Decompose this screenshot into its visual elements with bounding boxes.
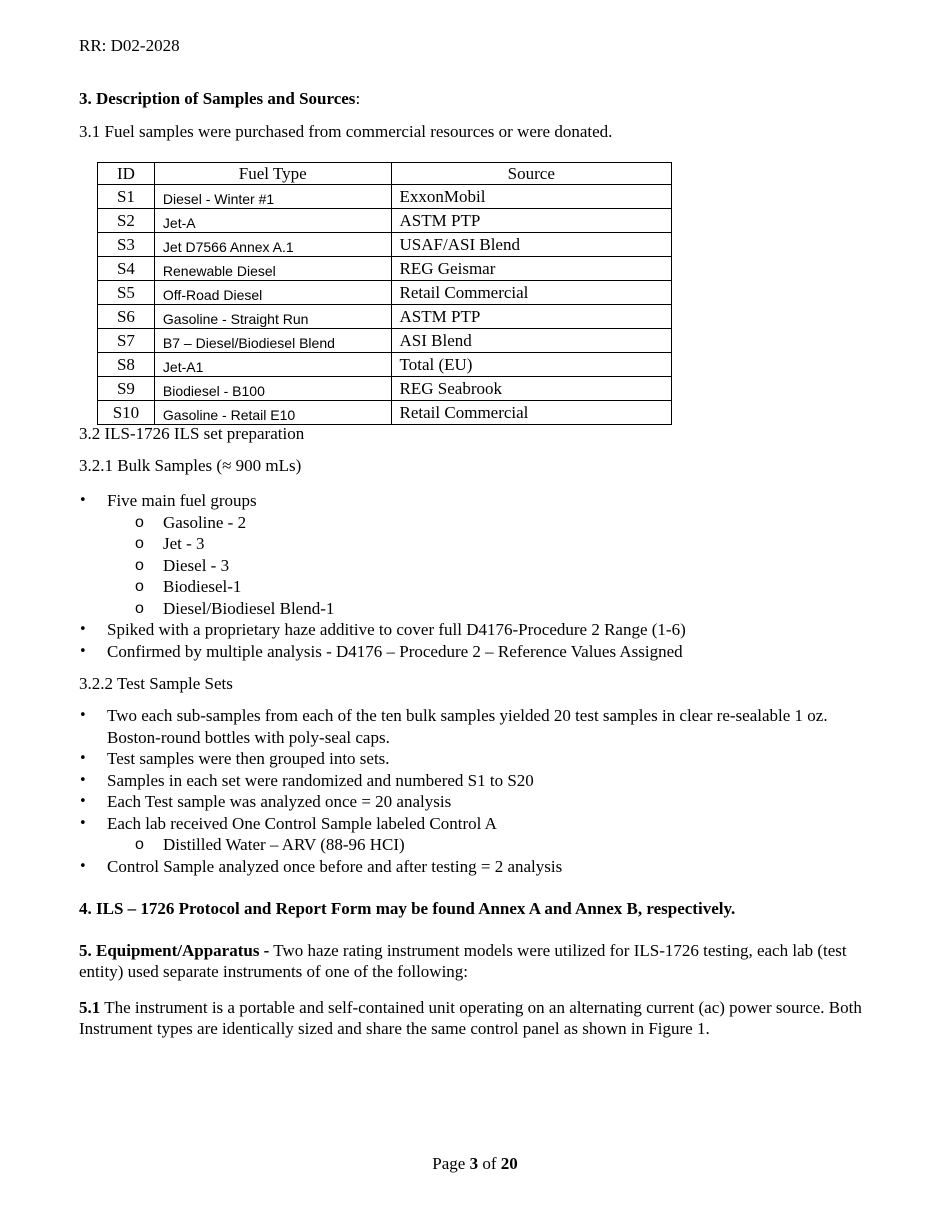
sub-list-item (107, 533, 879, 555)
cell-id: S8 (98, 353, 155, 377)
table-row (98, 281, 672, 305)
bullet-icon: • (79, 708, 87, 723)
cell-id: S9 (98, 377, 155, 401)
table-row (98, 257, 672, 281)
header-source: Source (391, 163, 671, 185)
cell-source: Retail Commercial (391, 281, 671, 305)
cell-id: S6 (98, 305, 155, 329)
fuel-groups-sublist (107, 512, 879, 620)
cell-fuel-type: Jet D7566 Annex A.1 (154, 233, 391, 257)
bulk-samples-list (79, 490, 879, 662)
report-id-header: RR: D02-2028 (79, 36, 180, 55)
table-row (98, 329, 672, 353)
page-total: 20 (500, 1154, 518, 1173)
circle-bullet-icon: o (135, 535, 144, 552)
cell-fuel-type: Off-Road Diesel (154, 281, 391, 305)
list-item-text: Each lab received One Control Sample labeled Control A (107, 813, 497, 833)
cell-source: REG Geismar (391, 257, 671, 281)
list-item (79, 813, 879, 856)
list-item-text: Spiked with a proprietary haze additive to cover full D4176-Procedure 2 Range (1-6) (107, 620, 686, 639)
cell-source: USAF/ASI Blend (391, 233, 671, 257)
list-item (79, 748, 879, 770)
cell-source: ExxonMobil (391, 185, 671, 209)
cell-fuel-type: Gasoline - Straight Run (154, 305, 391, 329)
list-item-text: Two each sub-samples from each of the ten bulk samples yielded 20 test samples in clear re-sealable 1 oz. Boston-round bottles with poly-seal caps. (107, 706, 828, 747)
list-item-text: Samples in each set were randomized and numbered S1 to S20 (107, 770, 534, 790)
cell-id: S10 (98, 401, 155, 425)
cell-id: S5 (98, 281, 155, 305)
list-item (79, 770, 879, 792)
circle-bullet-icon: o (135, 556, 144, 574)
sub-list-item-text: Jet - 3 (163, 534, 205, 553)
list-item (79, 619, 879, 641)
header-id: ID (98, 163, 155, 185)
paragraph-3-1: 3.1 Fuel samples were purchased from commercial resources or were donated. (79, 122, 613, 141)
sub-list-item-text: Distilled Water – ARV (88-96 HCI) (163, 835, 405, 854)
list-item (79, 705, 879, 748)
sub-list-item (107, 576, 879, 598)
bullet-icon: • (79, 815, 87, 831)
circle-bullet-icon: o (135, 513, 144, 531)
cell-source: Total (EU) (391, 353, 671, 377)
sub-list-item (107, 555, 879, 577)
circle-bullet-icon: o (135, 599, 144, 617)
table-row (98, 305, 672, 329)
cell-fuel-type: Gasoline - Retail E10 (154, 401, 391, 425)
cell-id: S2 (98, 209, 155, 233)
cell-id: S7 (98, 329, 155, 353)
sub-list-item (107, 834, 879, 856)
cell-source: ASI Blend (391, 329, 671, 353)
list-item (79, 791, 879, 813)
list-item (79, 856, 879, 878)
bullet-icon: • (79, 622, 87, 637)
section-5-1-number: 5.1 (79, 998, 101, 1017)
cell-source: ASTM PTP (391, 305, 671, 329)
paragraph-3-2-2: 3.2.2 Test Sample Sets (79, 674, 233, 693)
table-row (98, 209, 672, 233)
cell-id: S4 (98, 257, 155, 281)
sub-list-item (107, 598, 879, 620)
paragraph-3-2: 3.2 ILS-1726 ILS set preparation (79, 424, 305, 443)
bullet-icon: • (79, 643, 87, 659)
section-5-1-paragraph (79, 997, 869, 1039)
page-word: Page (432, 1154, 470, 1173)
test-sample-sets-list (79, 705, 879, 877)
list-item-text: Each Test sample was analyzed once = 20 analysis (107, 792, 452, 811)
sub-list-item-text: Biodiesel-1 (163, 577, 242, 596)
list-item-text: Test samples were then grouped into sets. (107, 749, 390, 768)
bullet-icon: • (79, 493, 87, 508)
table-row (98, 377, 672, 401)
bullet-icon: • (79, 794, 87, 809)
bullet-icon: • (79, 772, 87, 788)
list-item-text: Five main fuel groups (107, 491, 257, 510)
bullet-icon: • (79, 751, 87, 766)
cell-id: S1 (98, 185, 155, 209)
cell-source: ASTM PTP (391, 209, 671, 233)
section-5-1-text: The instrument is a portable and self-contained unit operating on an alternating current (ac) power source. Both Instrument types are identically sized and share the same control panel as shown in Figure 1. (79, 998, 862, 1038)
cell-fuel-type: Biodiesel - B100 (154, 377, 391, 401)
cell-fuel-type: Renewable Diesel (154, 257, 391, 281)
fuel-samples-table (97, 162, 672, 425)
table-row (98, 185, 672, 209)
page-number: 3 (469, 1154, 479, 1173)
table-row (98, 401, 672, 425)
table-row (98, 233, 672, 257)
circle-bullet-icon: o (135, 836, 144, 853)
of-word: of (478, 1154, 501, 1173)
list-item (79, 641, 879, 663)
table-body (98, 185, 672, 425)
cell-fuel-type: Diesel - Winter #1 (154, 185, 391, 209)
cell-source: Retail Commercial (391, 401, 671, 425)
sub-list-item (107, 512, 879, 534)
cell-fuel-type: Jet-A (154, 209, 391, 233)
section-3-colon: : (355, 89, 361, 108)
cell-fuel-type: B7 – Diesel/Biodiesel Blend (154, 329, 391, 353)
list-item-text: Confirmed by multiple analysis - D4176 – Procedure 2 – Reference Values Assigned (107, 641, 683, 661)
section-5-paragraph (79, 940, 869, 982)
cell-source: REG Seabrook (391, 377, 671, 401)
sub-list-item-text: Diesel/Biodiesel Blend-1 (163, 598, 335, 618)
cell-id: S3 (98, 233, 155, 257)
list-item (79, 490, 879, 619)
section-5-text: Two haze rating instrument models were utilized for ILS-1726 testing, each lab (test entity) used separate instruments of one of the following: (79, 941, 847, 981)
section-5-title: 5. Equipment/Apparatus - (79, 941, 270, 960)
table-row (98, 353, 672, 377)
section-3-heading (79, 88, 360, 109)
section-4-heading: 4. ILS – 1726 Protocol and Report Form may be found Annex A and Annex B, respectively. (79, 899, 736, 918)
circle-bullet-icon: o (135, 578, 144, 595)
list-item-text: Control Sample analyzed once before and after testing = 2 analysis (107, 856, 563, 876)
table-header-row (98, 163, 672, 185)
sub-list-item-text: Gasoline - 2 (163, 512, 247, 532)
paragraph-3-2-1: 3.2.1 Bulk Samples (≈ 900 mLs) (79, 456, 302, 475)
sub-list-item-text: Diesel - 3 (163, 555, 230, 575)
header-fuel-type: Fuel Type (154, 163, 391, 185)
control-sample-sublist (107, 834, 879, 856)
section-3-title: 3. Description of Samples and Sources (79, 89, 356, 108)
cell-fuel-type: Jet-A1 (154, 353, 391, 377)
page-footer (0, 1153, 950, 1174)
bullet-icon: • (79, 858, 87, 874)
